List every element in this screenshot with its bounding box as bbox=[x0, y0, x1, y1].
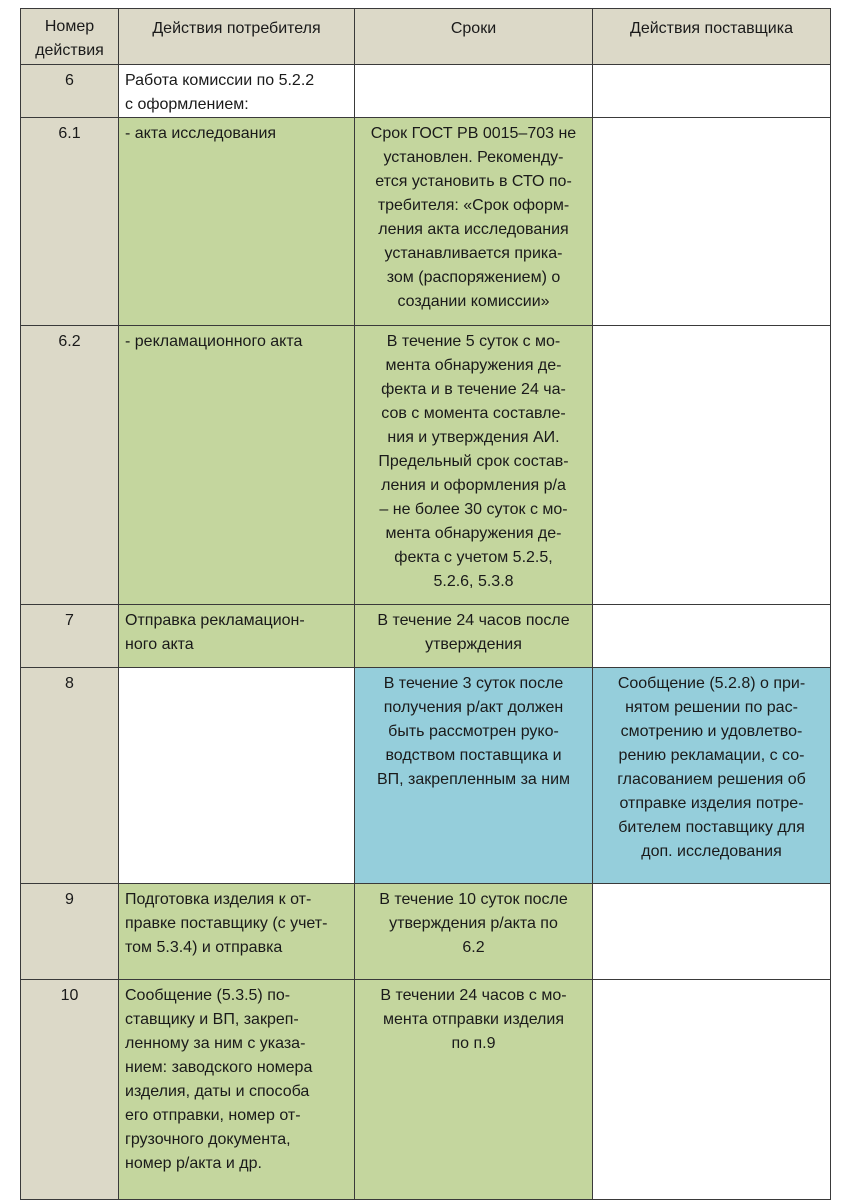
row-number: 6.2 bbox=[21, 326, 119, 605]
consumer-action: Работа комиссии по 5.2.2 с оформлением: bbox=[119, 65, 355, 118]
term-cell: В течении 24 часов с мо- мента отправки изделия по п.9 bbox=[355, 980, 593, 1200]
supplier-action bbox=[593, 65, 831, 118]
supplier-action: Сообщение (5.2.8) о при- нятом решении по рас- смотрению и удовлетво- рению рекламации, с со- гласованием решения об отправке изделия потре- бителем поставщику для доп. исследования bbox=[593, 668, 831, 884]
consumer-action: Сообщение (5.3.5) по- ставщику и ВП, закреп- ленному за ним с указа- нием: заводского номера изделия, даты и способа его отправки, номер от- грузочного документа, номер р/акта и др. bbox=[119, 980, 355, 1200]
header-consumer: Действия потребителя bbox=[119, 9, 355, 65]
table-row bbox=[21, 118, 831, 326]
table-row bbox=[21, 980, 831, 1200]
header-num: Номер действия bbox=[21, 9, 119, 65]
consumer-action: - акта исследования bbox=[119, 118, 355, 326]
row-number: 10 bbox=[21, 980, 119, 1200]
consumer-action: Отправка рекламацион- ного акта bbox=[119, 605, 355, 668]
consumer-action: Подготовка изделия к от- правке поставщику (с учет- том 5.3.4) и отправка bbox=[119, 884, 355, 980]
supplier-action bbox=[593, 326, 831, 605]
header-supplier: Действия поставщика bbox=[593, 9, 831, 65]
term-cell: В течение 10 суток после утверждения р/акта по 6.2 bbox=[355, 884, 593, 980]
row-number: 8 bbox=[21, 668, 119, 884]
term-cell: В течение 5 суток с мо- мента обнаружения де- фекта и в течение 24 ча- сов с момента составле- ния и утверждения АИ. Предельный срок состав- ления и оформления р/а – не более 30 суток с мо- мента обнаружения де- фекта с учетом 5.2.5, 5.2.6, 5.3.8 bbox=[355, 326, 593, 605]
consumer-action bbox=[119, 668, 355, 884]
supplier-action bbox=[593, 605, 831, 668]
row-number: 7 bbox=[21, 605, 119, 668]
header-row bbox=[21, 9, 831, 65]
header-terms: Сроки bbox=[355, 9, 593, 65]
term-cell: В течение 3 суток после получения р/акт должен быть рассмотрен руко- водством поставщика и ВП, закрепленным за ним bbox=[355, 668, 593, 884]
table-row bbox=[21, 884, 831, 980]
supplier-action bbox=[593, 980, 831, 1200]
supplier-action bbox=[593, 884, 831, 980]
table-row bbox=[21, 326, 831, 605]
row-number: 6.1 bbox=[21, 118, 119, 326]
row-number: 6 bbox=[21, 65, 119, 118]
complaint-procedure-table bbox=[20, 8, 831, 1200]
term-cell: Срок ГОСТ РВ 0015–703 не установлен. Рекоменду- ется установить в СТО по- требителя: «Срок оформ- ления акта исследования устанавливается прика- зом (распоряжением) о создании комиссии» bbox=[355, 118, 593, 326]
table-row bbox=[21, 65, 831, 118]
term-cell: В течение 24 часов после утверждения bbox=[355, 605, 593, 668]
table-row bbox=[21, 605, 831, 668]
row-number: 9 bbox=[21, 884, 119, 980]
table-row bbox=[21, 668, 831, 884]
consumer-action: - рекламационного акта bbox=[119, 326, 355, 605]
term-cell bbox=[355, 65, 593, 118]
supplier-action bbox=[593, 118, 831, 326]
